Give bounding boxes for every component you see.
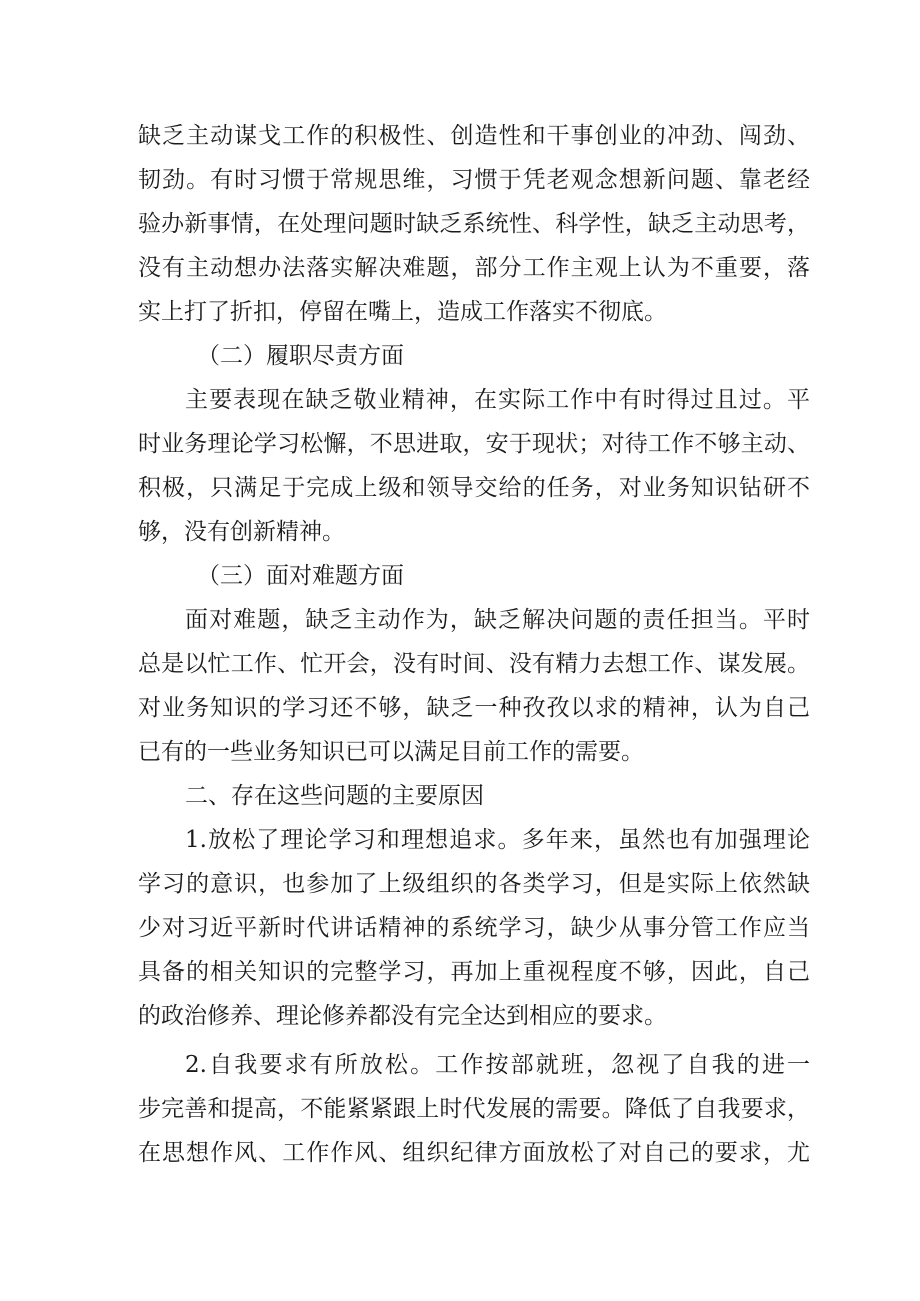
section-heading: （三）面对难题方面 (197, 563, 404, 589)
paragraph-line: 面对难题，缺乏主动作为，缺乏解决问题的责任担当。平时 (185, 607, 810, 633)
section-heading: 二、存在这些问题的主要原因 (185, 783, 484, 809)
paragraph-line: 验办新事情，在处理问题时缺乏系统性、科学性，缺乏主动思考， (138, 211, 810, 237)
paragraph-line: 步完善和提高，不能紧紧跟上时代发展的需要。降低了自我要求， (138, 1096, 810, 1122)
paragraph-line: 2.自我要求有所放松。工作按部就班，忽视了自我的进一 (185, 1052, 810, 1078)
paragraph-line: 韧劲。有时习惯于常规思维，习惯于凭老观念想新问题、靠老经 (138, 167, 810, 193)
paragraph-line: 对业务知识的学习还不够，缺乏一种孜孜以求的精神，认为自己 (138, 695, 810, 721)
paragraph-line: 总是以忙工作、忙开会，没有时间、没有精力去想工作、谋发展。 (138, 651, 810, 677)
paragraph-line: 缺乏主动谋戈工作的积极性、创造性和干事创业的冲劲、闯劲、 (138, 123, 810, 149)
paragraph-line: 学习的意识，也参加了上级组织的各类学习，但是实际上依然缺 (138, 871, 810, 897)
paragraph-line: 在思想作风、工作作风、组织纪律方面放松了对自己的要求，尤 (138, 1140, 810, 1166)
paragraph-line: 时业务理论学习松懈，不思进取，安于现状；对待工作不够主动、 (138, 431, 810, 457)
paragraph-line: 的政治修养、理论修养都没有完全达到相应的要求。 (138, 1003, 667, 1029)
paragraph-line: 够，没有创新精神。 (138, 519, 345, 545)
paragraph-line: 实上打了折扣，停留在嘴上，造成工作落实不彻底。 (138, 299, 667, 325)
paragraph-line: 没有主动想办法落实解决难题，部分工作主观上认为不重要，落 (138, 255, 810, 281)
paragraph-line: 具备的相关知识的完整学习，再加上重视程度不够，因此，自己 (138, 959, 810, 985)
paragraph-line: 少对习近平新时代讲话精神的系统学习，缺少从事分管工作应当 (138, 915, 810, 941)
paragraph-line: 1.放松了理论学习和理想追求。多年来，虽然也有加强理论 (185, 827, 810, 853)
paragraph-line: 主要表现在缺乏敬业精神，在实际工作中有时得过且过。平 (185, 387, 810, 413)
paragraph-line: 已有的一些业务知识已可以满足目前工作的需要。 (138, 739, 644, 765)
paragraph-line: 积极，只满足于完成上级和领导交给的任务，对业务知识钻研不 (138, 475, 810, 501)
section-heading: （二）履职尽责方面 (197, 343, 404, 369)
